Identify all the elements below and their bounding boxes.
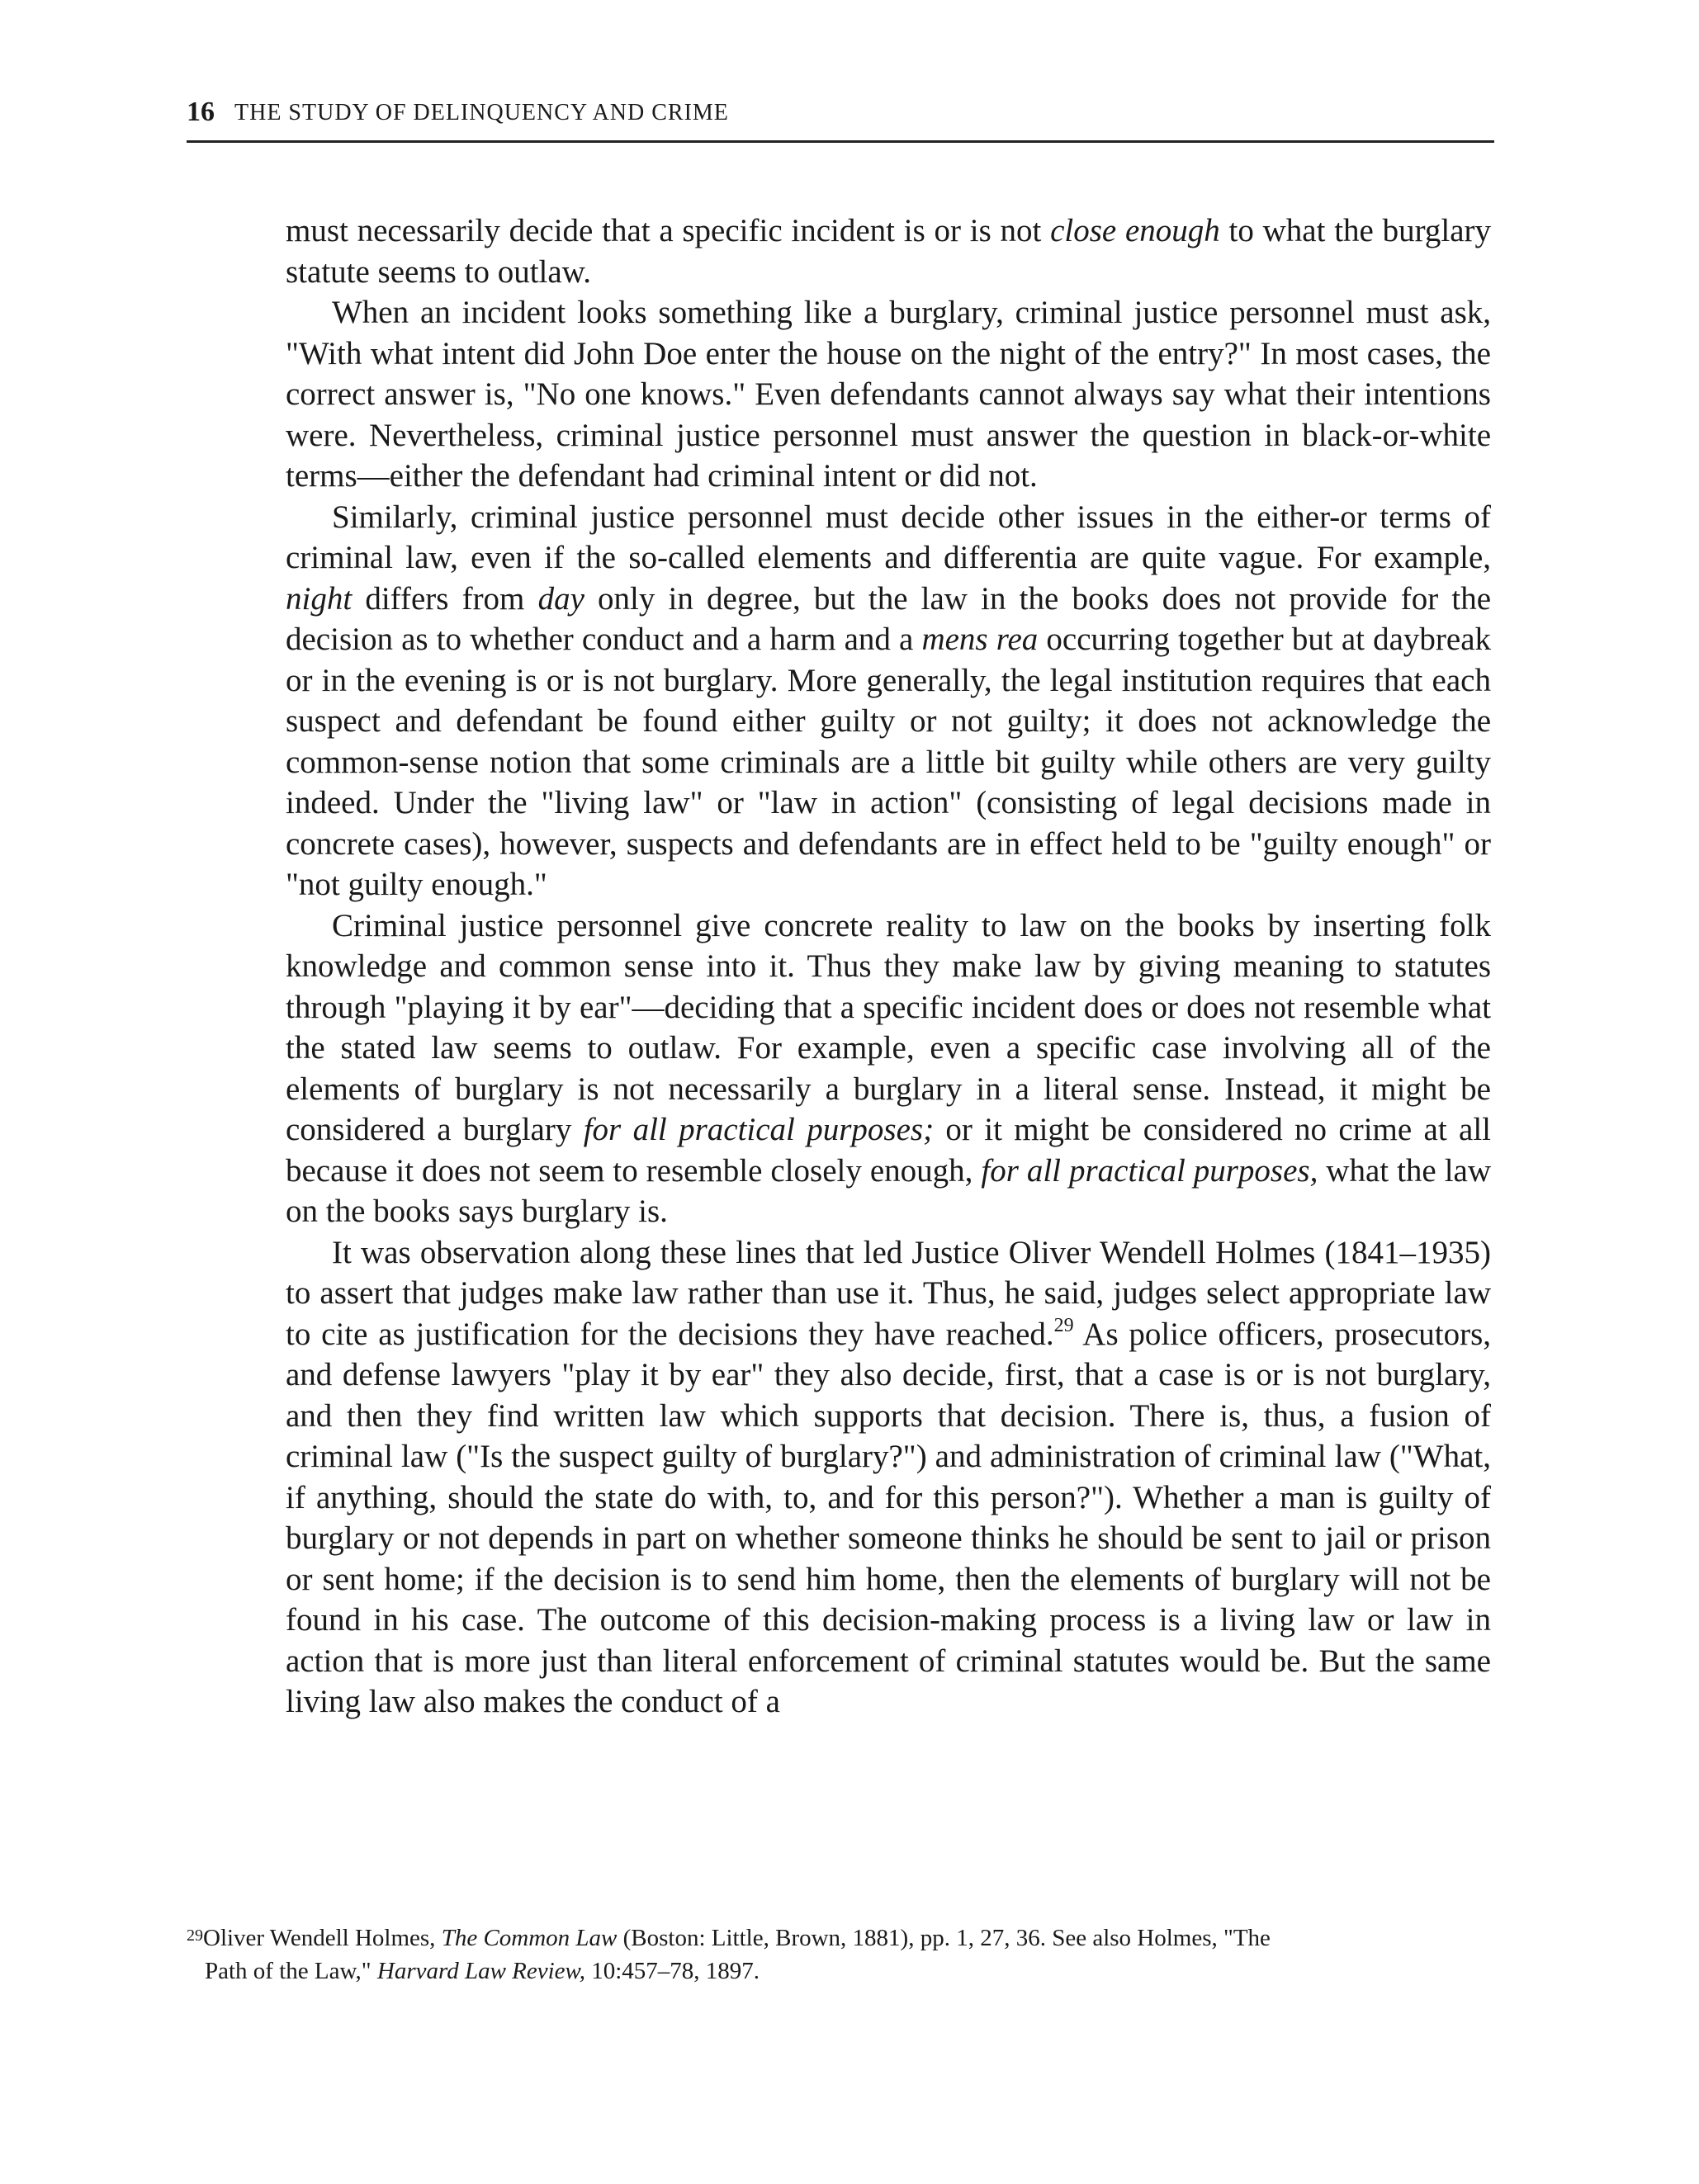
text-span: only in degree, but the law in the books does not provide for the decision as to whether conduct and a harm and a [286, 580, 1492, 657]
paragraph-5 [286, 1232, 1491, 1723]
footnote-reference: 29 [1053, 1314, 1074, 1336]
text-span: Criminal justice personnel give concrete reality to law on the books by inserting folk knowledge and common sense into it. Thus they make law by giving meaning to statutes through "playing it by ear"—deciding that a specific incident does or does not resemble what the stated law seems to outlaw. For example, even a specific case involving all of the elements of burglary is not necessarily a burglary in a literal sense. Instead, it might be considered a burglary [286, 907, 1491, 1147]
paragraph-3 [286, 497, 1491, 905]
paragraph-4 [286, 905, 1491, 1232]
italic-span: Harvard Law Review, [376, 1958, 585, 1984]
text-span: must necessarily decide that a specific incident is or is not [286, 213, 1051, 248]
paragraph-1 [286, 210, 1491, 292]
text-span: occurring together but at daybreak or in the evening is or is not burglary. More generally, the legal institution requires that each suspect and defendant be found either guilty or not guilty; it does not acknowledge the common-sense notion that some criminals are a little bit guilty while others are very guilty indeed. Under the "living law" or "law in action" (consisting of legal decisions made in concrete cases), however, suspects and defendants are in effect held to be "guilty enough" or "not guilty enough." [286, 622, 1491, 902]
text-span: As police officers, prosecutors, and defense lawyers "play it by ear" they also decide, first, that a case is or is not burglary, and then they find written law which supports that decision. There is, thus, a fusion of criminal law ("Is the suspect guilty of burglary?") and administration of criminal law ("What, if anything, should the state do with, to, and for this person?"). Whether a man is guilty of burglary or not depends in part on whether someone thinks he should be sent to jail or prison or sent home; if the decision is to send him home, then the elements of burglary will not be found in his case. The outcome of this decision-making process is a living law or law in action that is more just than literal enforcement of criminal statutes would be. But the same living law also makes the conduct of a [286, 1316, 1492, 1719]
text-span: 10:457–78, 1897. [585, 1958, 760, 1984]
text-span: to what the burglary statute seems to outlaw. [286, 213, 1491, 290]
italic-span: for all practical purposes; [583, 1112, 935, 1147]
italic-span: day [537, 580, 584, 617]
text-span: what the law on the books says burglary is. [286, 1152, 1492, 1229]
main-text [286, 210, 1491, 1723]
page-header [187, 96, 1494, 143]
paragraph-2: When an incident looks something like a burglary, criminal justice personnel must ask, "With what intent did John Doe enter the house on the night of the entry?" In most cases, the correct answer is, "No one knows." Even defendants cannot always say what their intentions were. Nevertheless, criminal justice personnel must answer the question in black-or-white terms—either the defendant had criminal intent or did not. [286, 295, 1491, 494]
italic-span: mens rea [921, 622, 1039, 657]
text-span: (Boston: Little, Brown, 1881), pp. 1, 27, 36. See also Holmes, "The [617, 1925, 1271, 1951]
italic-span: night [286, 580, 353, 617]
running-head: THE STUDY OF DELINQUENCY AND CRIME [234, 100, 729, 125]
text-span: or it might be considered no crime at all because it does not seem to resemble closely enough, [286, 1112, 1491, 1189]
footnote-line-2 [187, 1955, 1494, 1988]
text-span: Path of the Law," [205, 1958, 377, 1984]
text-span: Similarly, criminal justice personnel must decide other issues in the either-or terms of criminal law, even if the so-called elements and differentia are quite vague. For example, [286, 499, 1491, 575]
footnote-line-1 [187, 1919, 1494, 1955]
italic-span: The Common Law [441, 1925, 618, 1951]
footnote-mark: 29 [187, 1926, 203, 1945]
italic-span: for all practical purposes, [981, 1152, 1318, 1189]
footnote [187, 1919, 1494, 1988]
text-span: Oliver Wendell Holmes, [203, 1925, 442, 1951]
page-number: 16 [187, 97, 215, 127]
italic-span: close enough [1050, 213, 1220, 248]
text-span: It was observation along these lines that led Justice Oliver Wendell Holmes (1841–1935) to assert that judges make law rather than use it. Thus, he said, judges select appropriate law to cite as justification for the decisions they have reached. [286, 1234, 1491, 1352]
text-span: differs from [352, 580, 538, 617]
